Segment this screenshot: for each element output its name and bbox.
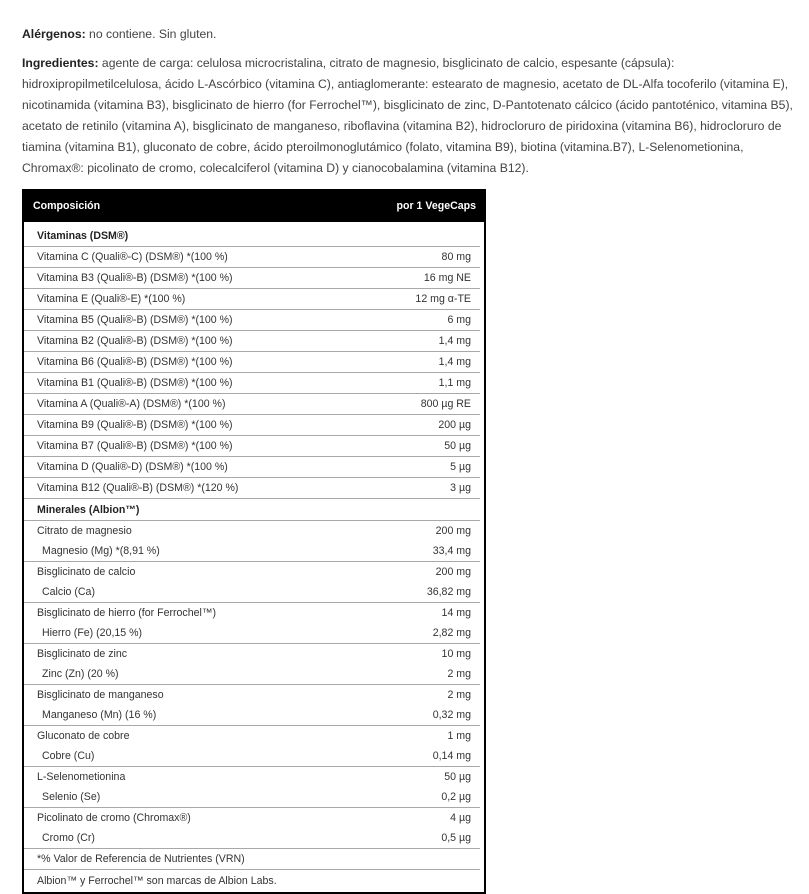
allergens-text: no contiene. Sin gluten. [85, 27, 217, 41]
compound-amount: 200 mg [435, 525, 471, 537]
nutrient-amount: 80 mg [441, 251, 471, 263]
compound-amount: 2 mg [447, 689, 471, 701]
nutrient-amount: 800 µg RE [420, 398, 471, 410]
vitamin-row [24, 352, 480, 373]
compound-name: L-Selenometionina [37, 771, 126, 783]
mineral-compound-row [24, 808, 480, 828]
compound-name: Bisglicinato de hierro (for Ferrochel™) [37, 607, 216, 619]
vitamin-row [24, 394, 480, 415]
mineral-compound-row [24, 644, 480, 664]
nutrient-amount: 1,4 mg [438, 356, 471, 368]
footnote-row [24, 849, 480, 870]
compound-name: Citrato de magnesio [37, 525, 132, 537]
mineral-element-row [24, 705, 480, 726]
element-name: Cromo (Cr) [42, 832, 95, 844]
mineral-element-row [24, 541, 480, 562]
compound-name: Picolinato de cromo (Chromax®) [37, 812, 191, 824]
header-per-serving: por 1 VegeCaps [396, 199, 476, 212]
nutrient-name: Vitamina C (Quali®-C) (DSM®) *(100 %) [37, 251, 228, 263]
allergens-label: Alérgenos: [22, 27, 86, 41]
element-amount: 36,82 mg [426, 586, 471, 598]
mineral-element-row [24, 623, 480, 644]
footnote-row [24, 870, 480, 892]
element-amount: 33,4 mg [432, 545, 471, 557]
element-amount: 2,82 mg [432, 627, 471, 639]
compound-amount: 1 mg [447, 730, 471, 742]
nutrient-name: Vitamina B7 (Quali®-B) (DSM®) *(100 %) [37, 440, 233, 452]
nutrient-amount: 12 mg α-TE [415, 293, 471, 305]
compound-name: Gluconato de cobre [37, 730, 130, 742]
compound-amount: 10 mg [441, 648, 471, 660]
mineral-element-row [24, 746, 480, 767]
header-composition: Composición [33, 199, 101, 212]
nutrient-name: Vitamina B9 (Quali®-B) (DSM®) *(100 %) [37, 419, 233, 431]
table-header [24, 189, 484, 222]
vitamin-row [24, 457, 480, 478]
section-title: Vitaminas (DSM®) [37, 229, 129, 242]
footnote-text: *% Valor de Referencia de Nutrientes (VRN) [37, 853, 245, 865]
nutrient-name: Vitamina B12 (Quali®-B) (DSM®) *(120 %) [37, 482, 239, 494]
vitamin-row [24, 436, 480, 457]
compound-amount: 14 mg [441, 607, 471, 619]
mineral-compound-row [24, 521, 480, 541]
compound-name: Bisglicinato de calcio [37, 566, 136, 578]
mineral-element-row [24, 787, 480, 808]
vitamin-row [24, 478, 480, 499]
nutrient-name: Vitamina B6 (Quali®-B) (DSM®) *(100 %) [37, 356, 233, 368]
vitamin-row [24, 331, 480, 352]
nutrient-amount: 6 mg [447, 314, 471, 326]
mineral-element-row [24, 582, 480, 603]
compound-amount: 50 µg [444, 771, 471, 783]
element-name: Hierro (Fe) (20,15 %) [42, 627, 143, 639]
nutrient-amount: 3 µg [450, 482, 471, 494]
element-amount: 0,5 µg [441, 832, 471, 844]
composition-table [22, 189, 486, 894]
nutrient-name: Vitamina A (Quali®-A) (DSM®) *(100 %) [37, 398, 226, 410]
element-name: Zinc (Zn) (20 %) [42, 668, 119, 680]
mineral-compound-row [24, 767, 480, 787]
element-name: Manganeso (Mn) (16 %) [42, 709, 157, 721]
nutrient-name: Vitamina B2 (Quali®-B) (DSM®) *(100 %) [37, 335, 233, 347]
nutrient-amount: 200 µg [438, 419, 471, 431]
nutrient-name: Vitamina B3 (Quali®-B) (DSM®) *(100 %) [37, 272, 233, 284]
nutrient-name: Vitamina B5 (Quali®-B) (DSM®) *(100 %) [37, 314, 233, 326]
mineral-compound-row [24, 726, 480, 746]
nutrient-amount: 16 mg NE [423, 272, 471, 284]
nutrient-amount: 50 µg [444, 440, 471, 452]
nutrient-amount: 5 µg [450, 461, 471, 473]
mineral-element-row [24, 828, 480, 849]
element-name: Magnesio (Mg) *(8,91 %) [42, 545, 160, 557]
mineral-compound-row [24, 685, 480, 705]
compound-amount: 4 µg [450, 812, 471, 824]
mineral-compound-row [24, 603, 480, 623]
nutrient-name: Vitamina B1 (Quali®-B) (DSM®) *(100 %) [37, 377, 233, 389]
compound-amount: 200 mg [435, 566, 471, 578]
section-title: Minerales (Albion™) [37, 503, 140, 516]
compound-name: Bisglicinato de zinc [37, 648, 128, 660]
element-name: Cobre (Cu) [42, 750, 95, 762]
ingredients-text: agente de carga: celulosa microcristalina, citrato de magnesio, bisglicinato de calcio, espesante (cápsula): hidroxipropilmetilcelulosa, ácido L-Ascórbico (vitamina C), antiaglomerante: estearato de magnesio, acetato de DL-Alfa tocoferilo (vitamina E), nicotinamida (vitamina B3), bisglicinato de hierro (for Ferrochel™), bisglicinato de zinc, D-Pantotenato cálcico (ácido pantoténico, vitamina B5), acetato de retinilo (vitamina A), bisglicinato de manganeso, riboflavina (vitamina B2), hidrocloruro de piridoxina (vitamina B6), hidrocloruro de tiamina (vitamina B1), gluconato de cobre, ácido pteroilmonoglutámico (folato, vitamina B9), biotina (vitamina.B7), L-Selenometionina, Chromax®: picolinato de cromo, colecalciferol (vitamina D) y cianocobalamina (vitamina B12). [22, 56, 793, 175]
nutrient-name: Vitamina D (Quali®-D) (DSM®) *(100 %) [37, 461, 228, 473]
vitamin-row [24, 310, 480, 331]
ingredients-label: Ingredientes: [22, 56, 99, 70]
vitamin-row [24, 268, 480, 289]
ingredients-paragraph [22, 53, 802, 179]
vitamin-row [24, 289, 480, 310]
nutrient-name: Vitamina E (Quali®-E) *(100 %) [37, 293, 186, 305]
mineral-element-row [24, 664, 480, 685]
compound-name: Bisglicinato de manganeso [37, 689, 164, 701]
minerals-section-row [24, 499, 480, 521]
vitamin-row [24, 373, 480, 394]
vitamin-row [24, 247, 480, 268]
vitamin-row [24, 415, 480, 436]
allergens-paragraph [22, 24, 802, 45]
nutrient-amount: 1,1 mg [438, 377, 471, 389]
element-amount: 0,14 mg [432, 750, 471, 762]
element-name: Selenio (Se) [42, 791, 101, 803]
element-amount: 0,2 µg [441, 791, 471, 803]
footnote-text: Albion™ y Ferrochel™ son marcas de Albion Labs. [37, 875, 277, 887]
mineral-compound-row [24, 562, 480, 582]
element-name: Calcio (Ca) [42, 586, 95, 598]
element-amount: 0,32 mg [432, 709, 471, 721]
nutrient-amount: 1,4 mg [438, 335, 471, 347]
vitamins-section-row [24, 225, 480, 247]
element-amount: 2 mg [447, 668, 471, 680]
